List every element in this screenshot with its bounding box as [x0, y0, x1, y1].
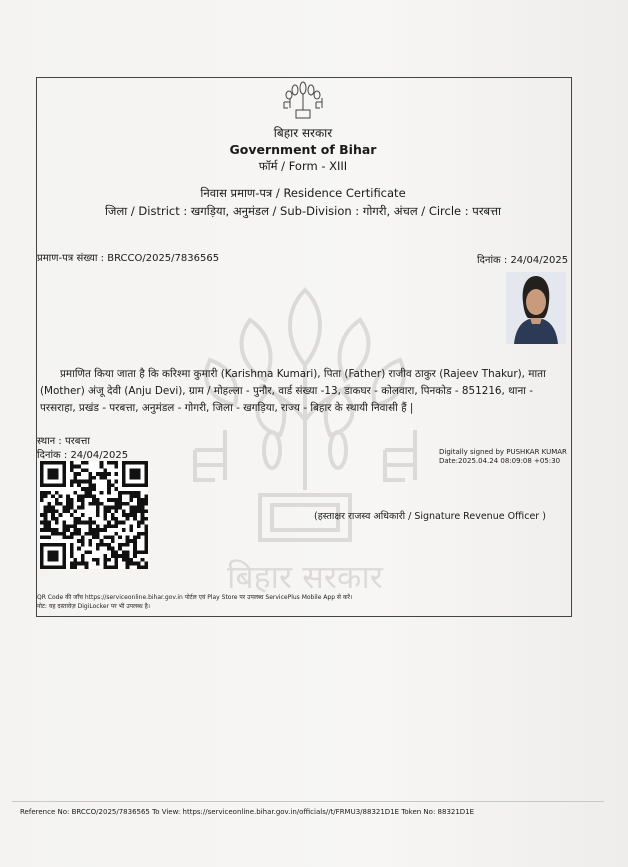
bodhi-tree-watermark-icon	[180, 270, 430, 600]
qr-code-icon	[40, 461, 148, 569]
bihar-emblem-icon	[280, 80, 326, 120]
digilocker-note: नोट: यह दस्तावेज़ DigiLocker पर भी उपलब्ध है।	[37, 603, 151, 610]
government-title: Government of Bihar	[229, 142, 377, 157]
applicant-photo	[506, 272, 566, 344]
district-line: जिला / District : खगड़िया, अनुमंडल / Sub-Division : गोगरी, अंचल / Circle : परबत्ता	[104, 204, 502, 218]
issue-date-bottom: दिनांक : 24/04/2025	[37, 450, 129, 461]
certification-paragraph: प्रमाणित किया जाता है कि करिश्मा कुमारी (Karishma Kumari), पिता (Father) राजीव ठाकुर (Rajeev Thakur), माता (Mother) अंजू देवी (Anju Devi), ग्राम / मोहल्ला - पुनौर, वार्ड संख्या -13, डाकघर - कोलवारा, पिनकोड - 851216, थाना - परसराहा, प्रखंड - परबत्ता, अनुमंडल - गोगरी, जिला - खगड़िया, राज्य - बिहार के स्थायी निवासी हैं |	[40, 368, 546, 414]
certificate-number: प्रमाण-पत्र संख्या : BRCCO/2025/7836565	[37, 253, 220, 264]
digital-signature-line2: Date:2025.04.24 08:09:08 +05:30	[439, 457, 561, 465]
place-label: स्थान : परबत्ता	[37, 436, 90, 447]
footer-reference: Reference No: BRCCO/2025/7836565 To View: https://serviceonline.bihar.gov.in/officials//t/FRMU3/88321D1E Token No: 88321D1E	[20, 808, 475, 816]
form-label: फॉर्म / Form - XIII	[258, 159, 348, 173]
issue-date-top: दिनांक : 24/04/2025	[477, 255, 569, 266]
digital-signature-line1: Digitally signed by PUSHKAR KUMAR	[439, 448, 567, 456]
qr-verification-note: QR Code की जाँच https://serviceonline.bihar.gov.in पोर्टल एवं Play Store पर उपलब्ध ServicePlus Mobile App से करें।	[37, 594, 353, 601]
watermark-text: बिहार सरकार	[227, 558, 383, 596]
footer-divider	[12, 801, 604, 802]
certificate-title: निवास प्रमाण-पत्र / Residence Certificate	[200, 186, 406, 200]
signature-officer: (हस्ताक्षर राजस्व अधिकारी / Signature Revenue Officer )	[314, 511, 546, 522]
state-name-hindi: बिहार सरकार	[273, 126, 333, 140]
